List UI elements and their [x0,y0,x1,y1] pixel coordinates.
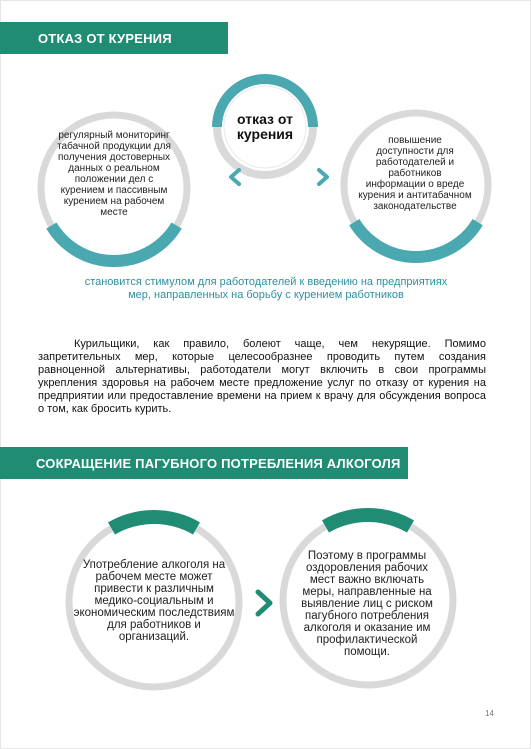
center-label: отказ от курения [236,111,294,142]
page-number: 14 [485,709,494,718]
chevron-right-icon [258,592,270,614]
body-paragraph: Курильщики, как правило, болеют чаще, чем некурящие. Помимо запретительных мер, которые целесообразнее проводить путем создания равноценной альтернативы, работодатели могут включить в свои программы укрепления здоровья на рабочем месте предложение услуг по отказу от курения на предприятии или предоставление времени на прием к врачу для обсуждения вопроса о том, как бросить курить. [38,338,486,415]
chevron-right-icon [319,170,327,184]
left-circle-text: регулярный мониторинг табачной продукции для получения достоверных данных о реальном положении дел с курением и пассивным курением на рабочем месте [57,130,171,218]
bottom-right-circle-text: Поэтому в программы оздоровления рабочих мест важно включать меры, направленные на выявление лиц с риском пагубного потребления алкоголя и оказание им профилактической помощи. [301,550,433,658]
section-title: СОКРАЩЕНИЕ ПАГУБНОГО ПОТРЕБЛЕНИЯ АЛКОГОЛЯ [36,455,401,471]
bottom-left-circle-text: Употребление алкоголя на рабочем месте может привести к различным медико-социальным и экономическим последствиям для работников и организаций. [73,559,235,643]
right-circle-text: повышение доступности для работодателей и работников информации о вреде курения и антитабачном законодательстве [358,135,472,212]
section-title: ОТКАЗ ОТ КУРЕНИЯ [38,30,172,46]
chevron-left-icon [231,170,239,184]
diagram-caption: становится стимулом для работодателей к введению на предприятиях мер, направленных на борьбу с курением работников [84,276,448,301]
section-banner-alcohol [0,447,408,479]
